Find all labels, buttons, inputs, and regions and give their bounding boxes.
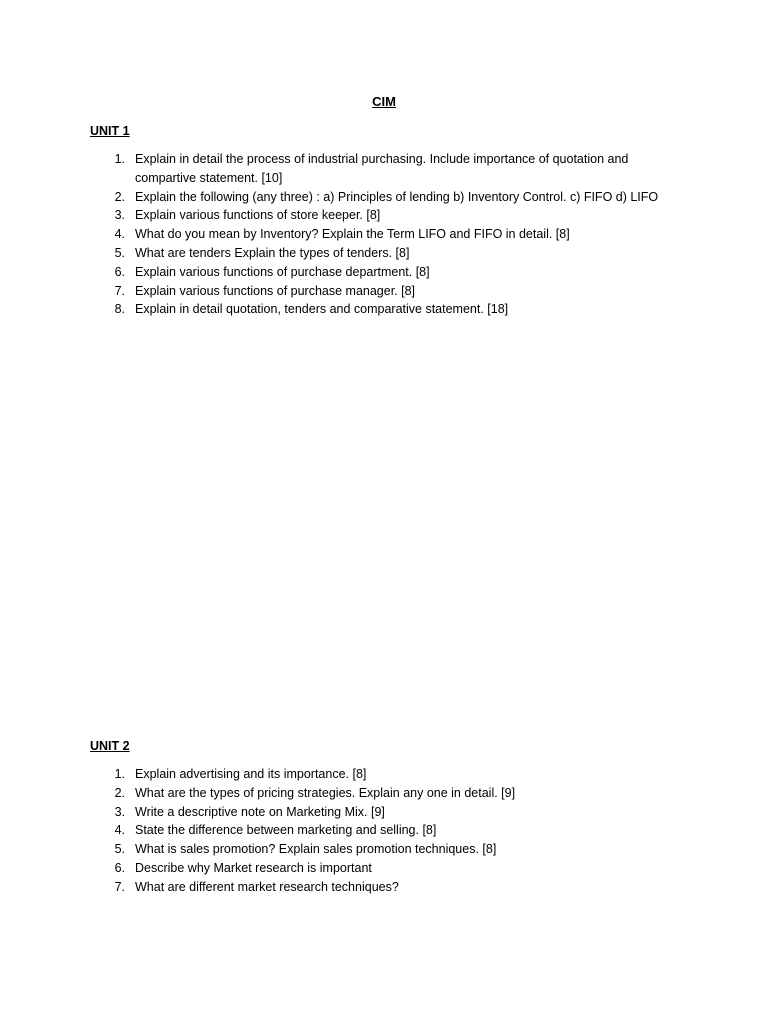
question-number: 3.	[114, 804, 125, 819]
question-text: Describe why Market research is important	[135, 860, 372, 875]
question-text: What are tenders Explain the types of tenders. [8]	[135, 245, 410, 260]
question-number: 4.	[114, 823, 125, 838]
question-text: Explain various functions of purchase department. [8]	[135, 264, 430, 279]
question-text: Explain advertising and its importance. [8]	[135, 767, 367, 781]
document-title: CIM	[372, 94, 396, 109]
question-item	[90, 188, 690, 207]
question-item	[90, 821, 690, 840]
unit-2-heading: UNIT 2	[90, 739, 130, 753]
question-text: What are the types of pricing strategies. Explain any one in detail. [9]	[135, 785, 516, 800]
question-number: 1.	[114, 152, 125, 166]
question-text: What do you mean by Inventory? Explain the Term LIFO and FIFO in detail. [8]	[135, 227, 570, 242]
question-number: 7.	[114, 283, 125, 298]
question-text: What is sales promotion? Explain sales promotion techniques. [8]	[135, 842, 497, 857]
question-number: 2.	[114, 189, 125, 204]
question-number: 4.	[114, 227, 125, 242]
question-item	[90, 244, 690, 263]
question-text: Write a descriptive note on Marketing Mix. [9]	[135, 804, 385, 819]
question-number: 5.	[114, 842, 125, 857]
unit-1-question-list	[90, 150, 690, 319]
question-number: 1.	[114, 767, 125, 781]
question-item	[90, 300, 690, 319]
question-text: Explain in detail quotation, tenders and comparative statement. [18]	[135, 302, 509, 317]
question-item	[90, 765, 690, 784]
question-text: What are different market research techniques?	[135, 879, 399, 894]
question-number: 6.	[114, 264, 125, 279]
question-number: 5.	[114, 245, 125, 260]
question-item	[90, 803, 690, 822]
question-text: Explain in detail the process of industrial purchasing. Include importance of quotation and compartive statement. [10]	[135, 152, 629, 185]
question-item	[90, 263, 690, 282]
unit-2-question-list	[90, 765, 690, 897]
unit-1-heading: UNIT 1	[90, 124, 130, 138]
question-item	[90, 840, 690, 859]
question-text: Explain various functions of store keeper. [8]	[135, 208, 381, 223]
question-number: 2.	[114, 785, 125, 800]
question-text: Explain the following (any three) : a) Principles of lending b) Inventory Control. c) FIFO d) LIFO	[135, 189, 659, 204]
question-item	[90, 878, 690, 897]
question-item	[90, 150, 690, 188]
question-text: Explain various functions of purchase manager. [8]	[135, 283, 416, 298]
question-number: 3.	[114, 208, 125, 223]
question-number: 6.	[114, 860, 125, 875]
question-text: State the difference between marketing and selling. [8]	[135, 823, 437, 838]
question-item	[90, 282, 690, 301]
question-item	[90, 206, 690, 225]
question-number: 8.	[114, 302, 125, 317]
question-item	[90, 859, 690, 878]
question-item	[90, 784, 690, 803]
question-item	[90, 225, 690, 244]
question-number: 7.	[114, 879, 125, 894]
